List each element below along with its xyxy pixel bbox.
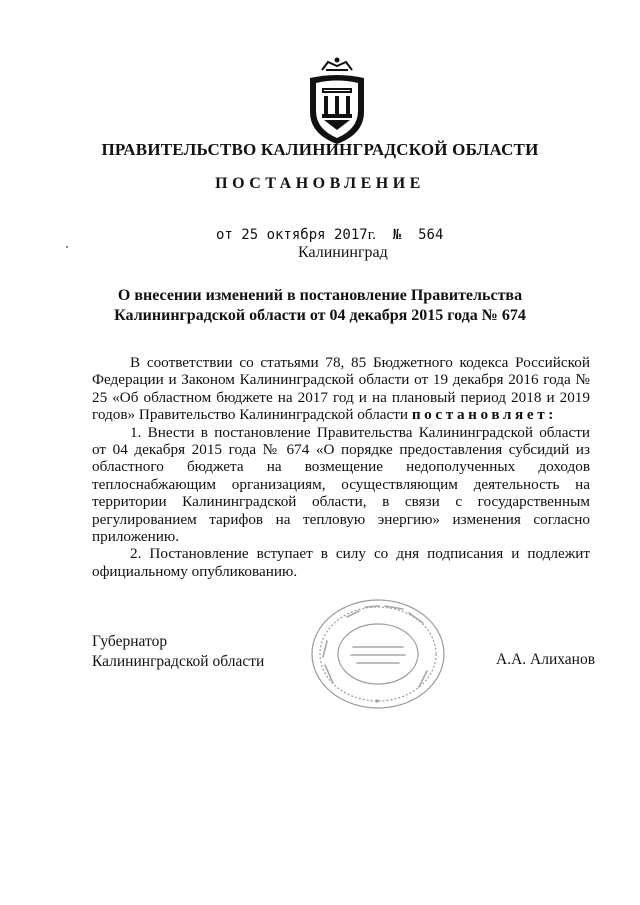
number-sign: № <box>392 227 402 243</box>
subject-line-2: Калининградской области от 04 декабря 2015 года № 674 <box>114 307 526 324</box>
official-seal-stamp <box>307 595 449 713</box>
position-line-2: Калининградской области <box>92 653 265 670</box>
document-subject <box>0 286 640 326</box>
document-date-number <box>216 227 476 244</box>
preamble-paragraph <box>92 354 590 424</box>
document-body <box>92 354 590 580</box>
item-2-paragraph: 2. Постановление вступает в силу со дня подписания и подлежит официальному опубликованию. <box>92 545 590 580</box>
document-date: от 25 октября 2017 <box>216 227 368 243</box>
document-type: ПОСТАНОВЛЕНИЕ <box>215 175 425 192</box>
year-suffix: г. <box>367 227 376 243</box>
government-title: ПРАВИТЕЛЬСТВО КАЛИНИНГРАДСКОЙ ОБЛАСТИ <box>101 140 539 159</box>
position-line-1: Губернатор <box>92 633 168 650</box>
item-1-paragraph: 1. Внести в постановление Правительства Калининградской области от 04 декабря 2015 года № 674 «О порядке предоставления субсидий из областного бюджета на возмещение недополученных доходов теплоснабжающим организациям, осуществляющим деятельность на территории Калининградской области, в связи с государственным регулированием тарифов на тепловую энергию» изменения согласно приложению. <box>92 423 590 546</box>
preamble-text: В соответствии со статьями 78, 85 Бюджетного кодекса Российской Федерации и Законом Калининградской области от 19 декабря 2016 года № 25 «Об областном бюджете на 2017 год и на плановый период 2018 и 2019 годов» Правительство Калининградской области <box>92 354 590 424</box>
document-number: 564 <box>418 227 444 243</box>
signatory-position <box>92 632 264 672</box>
subject-line-1: О внесении изменений в постановление Правительства <box>117 287 523 304</box>
scan-speck <box>66 246 68 248</box>
coat-of-arms-emblem <box>302 56 372 148</box>
city: Калининград <box>298 244 388 261</box>
signatory-name: А.А. Алиханов <box>496 651 596 668</box>
decree-word: постановляет: <box>411 406 557 424</box>
